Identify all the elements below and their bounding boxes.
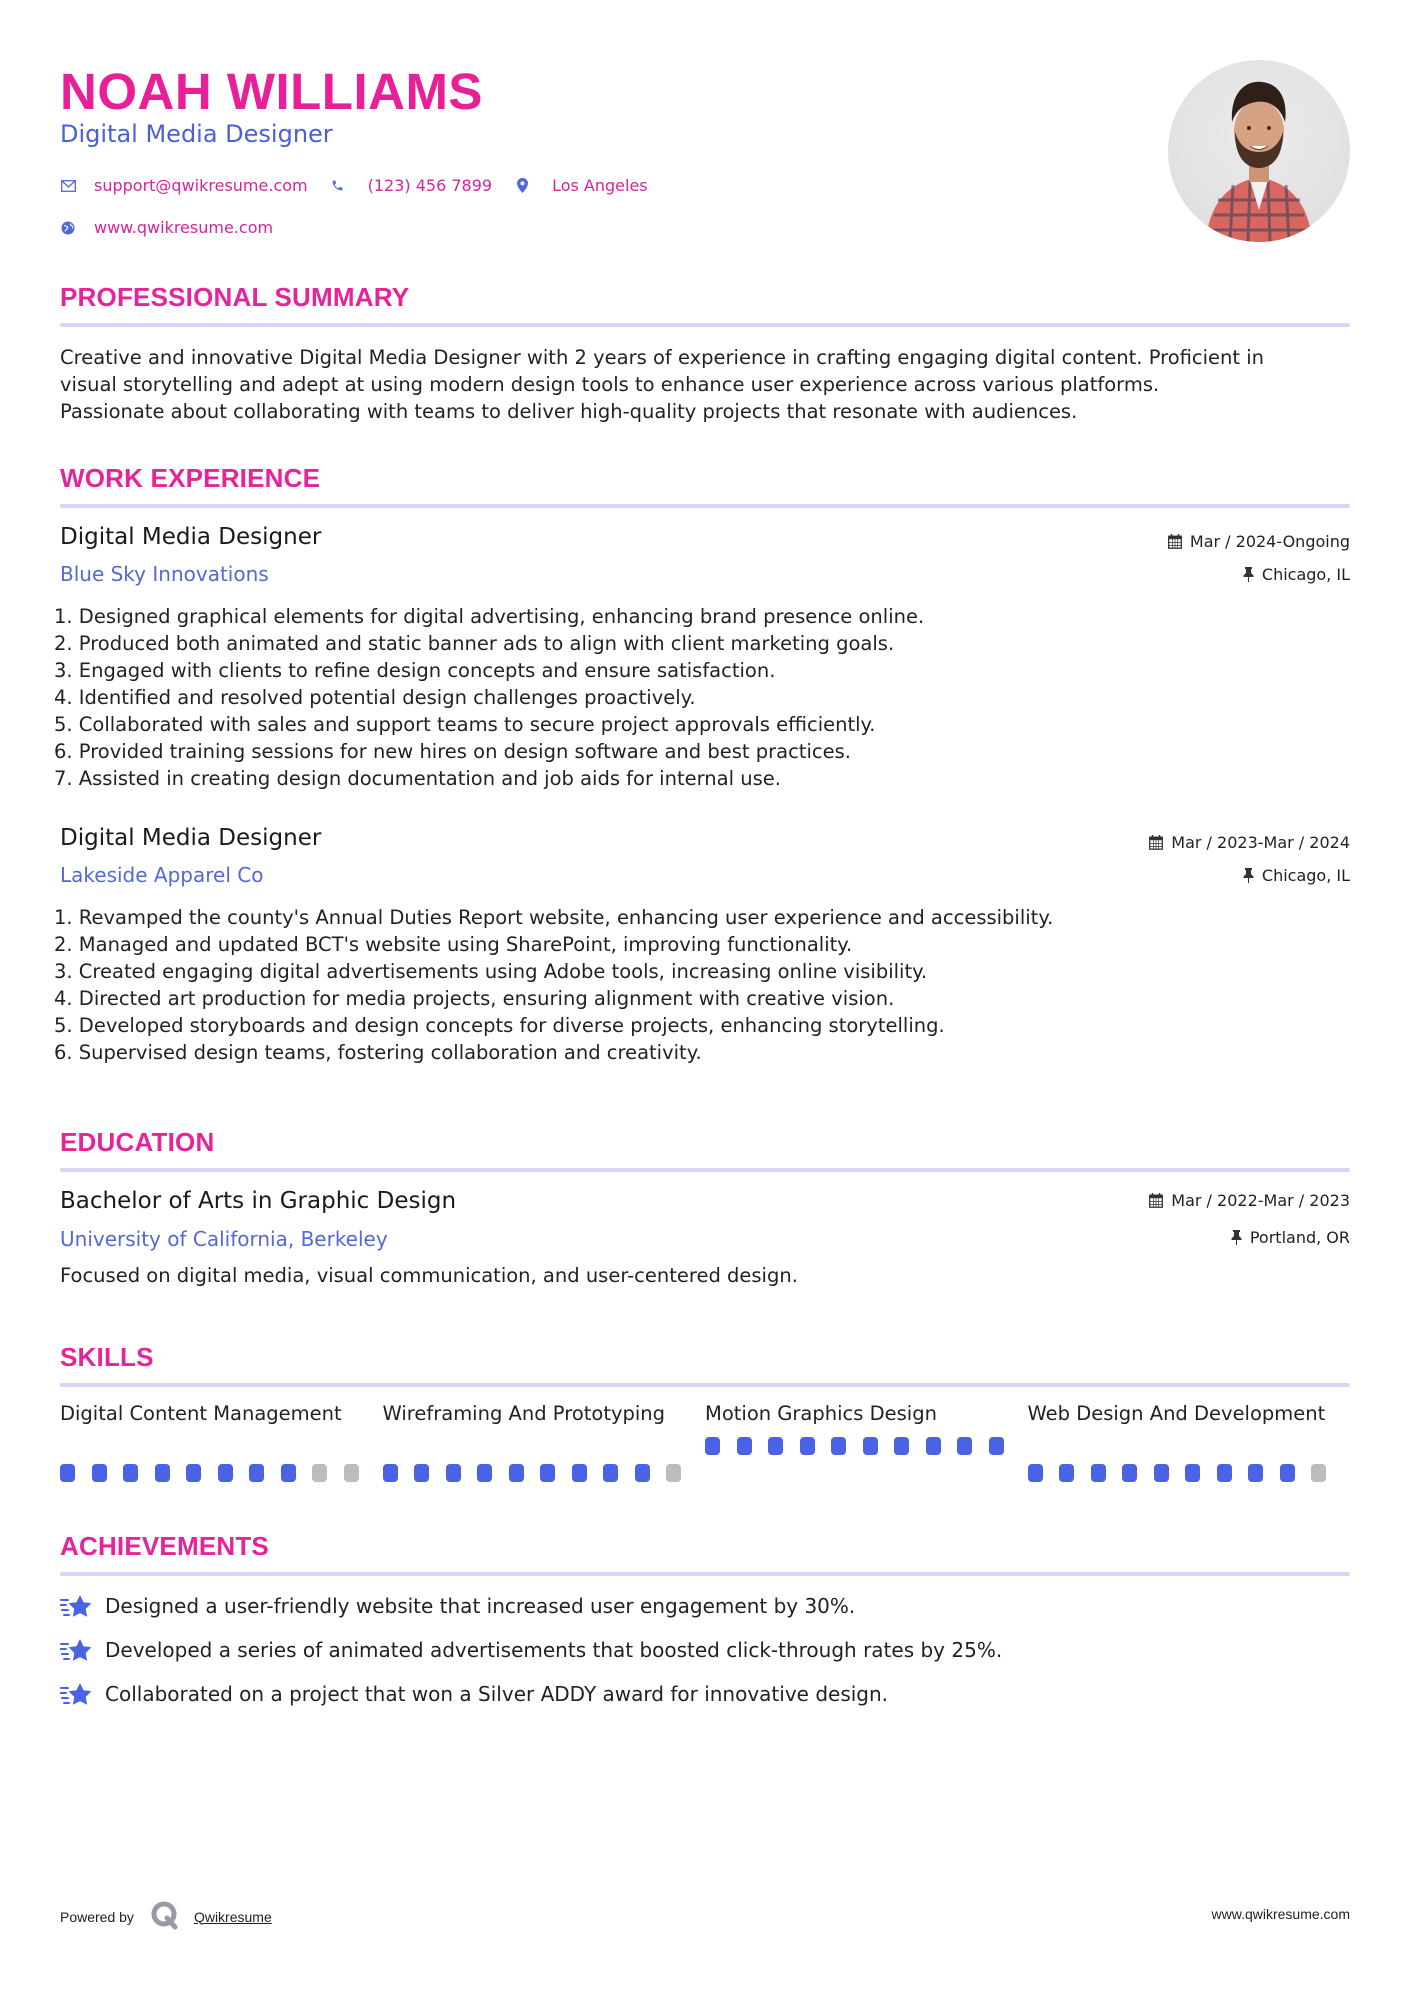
section-divider — [60, 323, 1350, 327]
experience-section-header — [60, 463, 1350, 508]
skill-name: Web Design And Development — [1027, 1402, 1326, 1425]
map-marker-icon — [514, 178, 530, 194]
rating-dot-filled — [509, 1464, 524, 1482]
calendar-icon — [1149, 1193, 1163, 1208]
phone-icon — [330, 178, 346, 194]
bullet-item: 4. Identified and resolved potential design challenges proactively. — [54, 686, 696, 709]
section-divider — [60, 1168, 1350, 1172]
rating-dot-empty — [666, 1464, 681, 1482]
skill-item — [1028, 1400, 1351, 1482]
rating-dot-filled — [635, 1464, 650, 1482]
rating-dot-filled — [249, 1464, 264, 1482]
skill-name: Motion Graphics Design — [705, 1402, 937, 1425]
achievements-section-header — [60, 1531, 1350, 1576]
rating-dot-filled — [989, 1437, 1004, 1455]
rating-dot-filled — [863, 1437, 878, 1455]
bullet-item: 1. Revamped the county's Annual Duties Report website, enhancing user experience and accessibility. — [54, 906, 1054, 929]
rating-dot-filled — [1185, 1464, 1200, 1482]
contact-row — [60, 176, 670, 195]
rating-dot-filled — [218, 1464, 233, 1482]
rating-dot-filled — [1059, 1464, 1074, 1482]
achievement-item — [60, 1592, 855, 1620]
bullet-item: 3. Created engaging digital advertisements using Adobe tools, increasing online visibility. — [54, 960, 928, 983]
rating-dot-filled — [1248, 1464, 1263, 1482]
job-location-text: Chicago, IL — [1261, 866, 1350, 885]
rating-dot-empty — [344, 1464, 359, 1482]
rating-dot-filled — [1122, 1464, 1137, 1482]
skill-rating — [705, 1437, 1028, 1455]
summary-section-header — [60, 282, 1350, 327]
bullet-item: 2. Produced both animated and static banner ads to align with client marketing goals. — [54, 632, 895, 655]
star-icon — [60, 1592, 94, 1620]
calendar-icon — [1149, 835, 1163, 850]
bullet-item: 6. Supervised design teams, fostering collaboration and creativity. — [54, 1041, 702, 1064]
job-dates-text: Mar / 2023-Mar / 2024 — [1171, 833, 1350, 852]
section-divider — [60, 504, 1350, 508]
contact-phone[interactable] — [330, 176, 492, 195]
rating-dot-filled — [957, 1437, 972, 1455]
degree-title: Bachelor of Arts in Graphic Design — [60, 1188, 457, 1214]
rating-dot-filled — [800, 1437, 815, 1455]
pushpin-icon — [1243, 868, 1254, 883]
bullet-item: 5. Collaborated with sales and support teams to secure project approvals efficiently. — [54, 713, 876, 736]
skills-grid — [60, 1400, 1350, 1482]
rating-dot-filled — [1217, 1464, 1232, 1482]
bullet-item: 2. Managed and updated BCT's website using SharePoint, improving functionality. — [54, 933, 853, 956]
contact-location — [514, 176, 648, 195]
education-dates-text: Mar / 2022-Mar / 2023 — [1171, 1191, 1350, 1210]
skill-rating — [1028, 1464, 1351, 1482]
rating-dot-filled — [123, 1464, 138, 1482]
achievement-item — [60, 1636, 1002, 1664]
profile-photo — [1168, 60, 1350, 242]
rating-dot-filled — [540, 1464, 555, 1482]
rating-dot-filled — [1091, 1464, 1106, 1482]
achievement-text: Developed a series of animated advertisements that boosted click-through rates by 25%. — [105, 1638, 1003, 1662]
calendar-icon — [1168, 534, 1182, 549]
powered-by-label: Powered by — [60, 1908, 134, 1925]
achievement-item — [60, 1680, 888, 1708]
job-location — [1243, 565, 1350, 584]
rating-dot-filled — [926, 1437, 941, 1455]
skill-item — [60, 1400, 383, 1482]
rating-dot-empty — [312, 1464, 327, 1482]
footer-powered-by — [60, 1900, 272, 1933]
skill-name: Digital Content Management — [60, 1402, 342, 1425]
education-location — [1231, 1228, 1350, 1247]
skill-item — [383, 1400, 706, 1482]
rating-dot-filled — [894, 1437, 909, 1455]
achievement-text: Collaborated on a project that won a Silver ADDY award for innovative design. — [105, 1682, 889, 1706]
job-bullets — [54, 603, 1344, 792]
rating-dot-filled — [1154, 1464, 1169, 1482]
skill-rating — [383, 1464, 706, 1482]
bullet-item: 4. Directed art production for media projects, ensuring alignment with creative vision. — [54, 987, 895, 1010]
school-name: University of California, Berkeley — [60, 1227, 388, 1251]
rating-dot-filled — [446, 1464, 461, 1482]
website-text: www.qwikresume.com — [94, 218, 274, 237]
job-location-text: Chicago, IL — [1261, 565, 1350, 584]
contact-email[interactable] — [60, 176, 308, 195]
rating-dot-filled — [281, 1464, 296, 1482]
bullet-item: 7. Assisted in creating design documentation and job aids for internal use. — [54, 767, 781, 790]
skill-rating — [60, 1464, 383, 1482]
job-bullets — [54, 904, 1344, 1066]
footer-website[interactable]: www.qwikresume.com — [1211, 1906, 1350, 1922]
rating-dot-filled — [155, 1464, 170, 1482]
summary-line: visual storytelling and adept at using modern design tools to enhance user experience across various platforms. — [60, 373, 1160, 396]
rating-dot-filled — [186, 1464, 201, 1482]
company-name: Lakeside Apparel Co — [60, 863, 264, 887]
job-location — [1243, 866, 1350, 885]
qwikresume-link[interactable]: Qwikresume — [193, 1908, 272, 1925]
skill-item — [705, 1400, 1028, 1482]
star-icon — [60, 1680, 94, 1708]
candidate-title: Digital Media Designer — [60, 120, 333, 148]
job-title: Digital Media Designer — [60, 524, 322, 550]
bullet-item: 5. Developed storyboards and design concepts for diverse projects, enhancing storytelling. — [54, 1014, 945, 1037]
rating-dot-filled — [1280, 1464, 1295, 1482]
job-title: Digital Media Designer — [60, 825, 322, 851]
education-location-text: Portland, OR — [1249, 1228, 1350, 1247]
rating-dot-filled — [603, 1464, 618, 1482]
education-heading: EDUCATION — [60, 1127, 215, 1157]
globe-icon — [60, 220, 76, 236]
achievement-text: Designed a user-friendly website that increased user engagement by 30%. — [105, 1594, 856, 1618]
email-text: support@qwikresume.com — [94, 176, 308, 195]
rating-dot-filled — [1028, 1464, 1043, 1482]
rating-dot-filled — [60, 1464, 75, 1482]
contact-website[interactable] — [60, 218, 273, 237]
summary-line: Creative and innovative Digital Media Designer with 2 years of experience in crafting engaging digital content. Proficient in — [60, 346, 1265, 369]
section-divider — [60, 1572, 1350, 1576]
contact-row-2 — [60, 218, 295, 237]
summary-line: Passionate about collaborating with teams to deliver high-quality projects that resonate with audiences. — [60, 400, 1078, 423]
summary-heading: PROFESSIONAL SUMMARY — [60, 282, 410, 312]
candidate-name: NOAH WILLIAMS — [60, 63, 483, 120]
rating-dot-empty — [1311, 1464, 1326, 1482]
rating-dot-filled — [414, 1464, 429, 1482]
education-description: Focused on digital media, visual communication, and user-centered design. — [60, 1264, 798, 1287]
experience-heading: WORK EXPERIENCE — [60, 463, 321, 493]
location-text: Los Angeles — [552, 176, 648, 195]
job-dates — [1149, 833, 1350, 852]
rating-dot-filled — [92, 1464, 107, 1482]
bullet-item: 3. Engaged with clients to refine design concepts and ensure satisfaction. — [54, 659, 776, 682]
company-name: Blue Sky Innovations — [60, 562, 269, 586]
qwikresume-logo-icon — [150, 1900, 180, 1933]
rating-dot-filled — [572, 1464, 587, 1482]
bullet-item: 6. Provided training sessions for new hires on design software and best practices. — [54, 740, 851, 763]
star-icon — [60, 1636, 94, 1664]
summary-text — [60, 344, 1350, 425]
phone-text: (123) 456 7899 — [367, 176, 493, 195]
job-dates-text: Mar / 2024-Ongoing — [1189, 532, 1350, 551]
section-divider — [60, 1383, 1350, 1387]
rating-dot-filled — [477, 1464, 492, 1482]
skill-name: Wireframing And Prototyping — [382, 1402, 666, 1425]
education-section-header — [60, 1127, 1350, 1172]
envelope-icon — [60, 178, 76, 194]
rating-dot-filled — [831, 1437, 846, 1455]
achievements-heading: ACHIEVEMENTS — [60, 1531, 269, 1561]
skills-heading: SKILLS — [60, 1342, 154, 1372]
rating-dot-filled — [705, 1437, 720, 1455]
job-dates — [1168, 532, 1350, 551]
skills-section-header — [60, 1342, 1350, 1387]
rating-dot-filled — [737, 1437, 752, 1455]
rating-dot-filled — [768, 1437, 783, 1455]
pushpin-icon — [1231, 1230, 1242, 1245]
pushpin-icon — [1243, 567, 1254, 582]
bullet-item: 1. Designed graphical elements for digital advertising, enhancing brand presence online. — [54, 605, 925, 628]
education-dates — [1149, 1191, 1350, 1210]
rating-dot-filled — [383, 1464, 398, 1482]
